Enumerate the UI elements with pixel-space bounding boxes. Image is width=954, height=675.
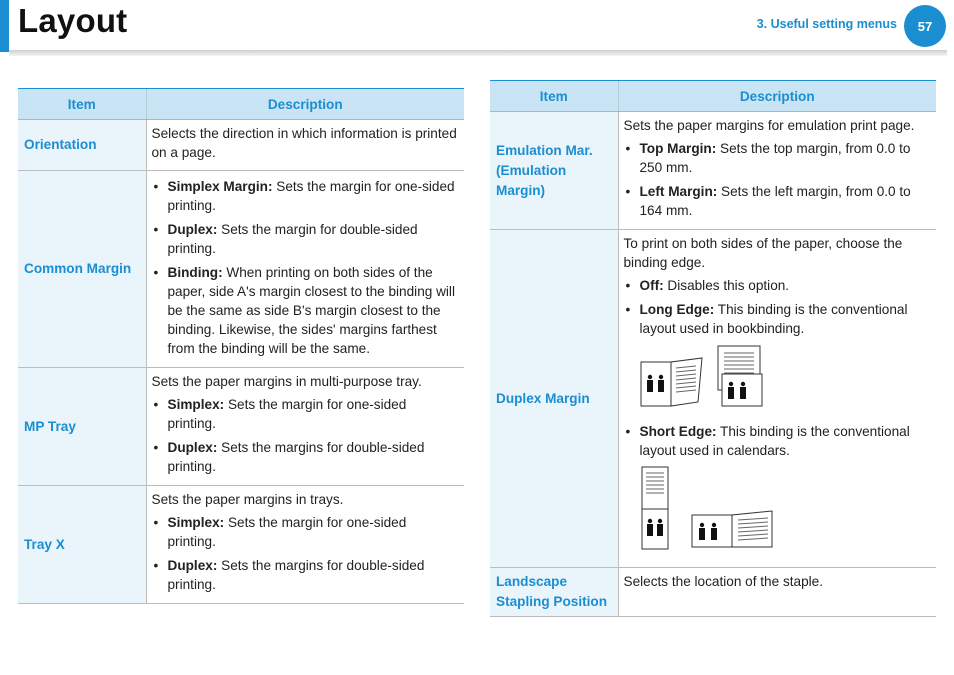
description-cell xyxy=(146,486,464,604)
description-cell xyxy=(146,120,464,171)
table-row xyxy=(490,568,936,617)
item-label: Landscape Stapling Position xyxy=(490,568,618,617)
section-label: 3. Useful setting menus xyxy=(756,17,897,31)
table-row xyxy=(18,368,464,486)
page-title: Layout xyxy=(18,2,128,39)
table-row xyxy=(490,230,936,568)
bullet-term: Simplex: xyxy=(167,515,225,530)
list-item xyxy=(152,513,459,551)
list-item xyxy=(152,395,459,433)
bullet-text: Sets the margins for double-sided printing. xyxy=(167,558,425,592)
description-cell xyxy=(618,230,936,568)
page-number: 57 xyxy=(917,18,933,34)
short-edge-binding-illustration xyxy=(640,465,931,555)
description-text: Selects the location of the staple. xyxy=(623,574,823,589)
list-item xyxy=(624,300,931,338)
bullet-text: Sets the margin for one-sided printing. xyxy=(167,397,407,431)
bullet-text: Sets the margins for double-sided printing. xyxy=(167,440,425,474)
column-header-description: Description xyxy=(146,89,464,120)
item-label: Emulation Mar. (Emulation Margin) xyxy=(490,112,618,230)
table-row xyxy=(490,112,936,230)
right-settings-table xyxy=(490,80,936,617)
list-item xyxy=(152,263,459,358)
bullet-term: Short Edge: xyxy=(639,424,717,439)
long-edge-binding-illustration xyxy=(640,344,931,414)
title-accent-bar xyxy=(0,0,9,52)
description-text: Sets the paper margins in trays. xyxy=(151,492,344,507)
long-edge-binding-icon xyxy=(640,344,780,414)
description-cell xyxy=(618,112,936,230)
bullet-term: Duplex: xyxy=(167,222,218,237)
bullet-term: Simplex Margin: xyxy=(167,179,273,194)
bullet-term: Top Margin: xyxy=(639,141,717,156)
column-header-item: Item xyxy=(490,81,618,112)
description-cell xyxy=(146,171,464,368)
short-edge-binding-icon xyxy=(640,465,790,555)
bullet-text: Sets the left margin, from 0.0 to 164 mm. xyxy=(639,184,911,218)
bullet-text: Sets the top margin, from 0.0 to 250 mm. xyxy=(639,141,911,175)
bullet-term: Left Margin: xyxy=(639,184,718,199)
item-label: Common Margin xyxy=(18,171,146,368)
bullet-text: When printing on both sides of the paper, side A's margin closest to the binding will be the same as side B's margin closest to the binding. Likewise, the sides' margins farthest from the binding will be the same. xyxy=(167,265,455,356)
table-header-row xyxy=(490,81,936,112)
description-cell xyxy=(618,568,936,617)
table-row xyxy=(18,486,464,604)
bullet-text: Sets the margin for double-sided printing. xyxy=(167,222,418,256)
bullet-term: Binding: xyxy=(167,265,223,280)
list-item xyxy=(624,276,931,295)
list-item xyxy=(152,438,459,476)
item-label: Duplex Margin xyxy=(490,230,618,568)
list-item xyxy=(152,177,459,215)
description-text: Sets the paper margins in multi-purpose tray. xyxy=(151,374,422,389)
bullet-term: Simplex: xyxy=(167,397,225,412)
description-cell xyxy=(146,368,464,486)
list-item xyxy=(624,182,931,220)
bullet-text: Disables this option. xyxy=(663,278,790,293)
table-row xyxy=(18,171,464,368)
list-item xyxy=(152,556,459,594)
header-divider xyxy=(9,50,947,56)
bullet-text: Sets the margin for one-sided printing. xyxy=(167,515,407,549)
table-header-row xyxy=(18,89,464,120)
description-text: Selects the direction in which information is printed on a page. xyxy=(151,126,457,160)
column-header-description: Description xyxy=(618,81,936,112)
description-text: To print on both sides of the paper, choose the binding edge. xyxy=(623,236,903,270)
list-item xyxy=(624,422,931,460)
bullet-term: Off: xyxy=(639,278,664,293)
bullet-text: This binding is the conventional layout used in calendars. xyxy=(639,424,910,458)
bullet-term: Long Edge: xyxy=(639,302,715,317)
bullet-term: Duplex: xyxy=(167,440,218,455)
left-settings-table xyxy=(18,88,464,604)
item-label: Tray X xyxy=(18,486,146,604)
list-item xyxy=(152,220,459,258)
bullet-term: Duplex: xyxy=(167,558,218,573)
description-text: Sets the paper margins for emulation print page. xyxy=(623,118,915,133)
list-item xyxy=(624,139,931,177)
page-number-badge xyxy=(904,5,946,47)
item-label: MP Tray xyxy=(18,368,146,486)
item-label: Orientation xyxy=(18,120,146,171)
table-row xyxy=(18,120,464,171)
bullet-text: This binding is the conventional layout used in bookbinding. xyxy=(639,302,908,336)
bullet-text: Sets the margin for one-sided printing. xyxy=(167,179,455,213)
column-header-item: Item xyxy=(18,89,146,120)
